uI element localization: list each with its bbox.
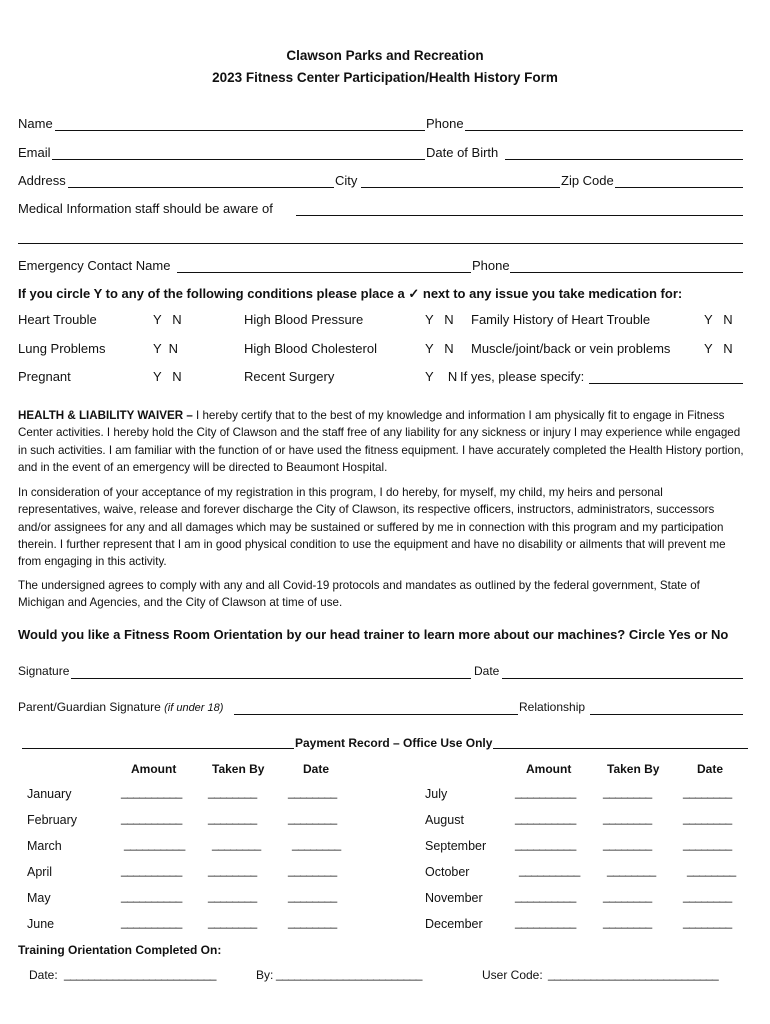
blank-taken-by[interactable]: ________ — [208, 811, 257, 825]
blank-taken-by[interactable]: ________ — [208, 863, 257, 877]
zip-field[interactable] — [615, 187, 743, 188]
training-heading: Training Orientation Completed On: — [18, 943, 222, 957]
medical-label: Medical Information staff should be aware of — [18, 201, 273, 216]
col-taken-by-left: Taken By — [212, 762, 265, 776]
blank-amount[interactable]: __________ — [515, 785, 576, 799]
month-december: December — [425, 917, 483, 931]
blank-amount[interactable]: __________ — [121, 915, 182, 929]
condition-muscle-joint: Muscle/joint/back or vein problems — [471, 341, 671, 356]
signature-date-field[interactable] — [502, 678, 743, 679]
blank-amount[interactable]: __________ — [515, 837, 576, 851]
waiver-text-1: I hereby certify that to the best of my knowledge and information I am physically fit to engage in Fitness Center activities. I hereby hold the City of Clawson and the staff free of any liability for any sickness or injury I may experience while engaged in such activities. I am familiar with the function of or have used the fitness equipment. I have accurately completed the Health History portion, and in the event of an emergency will be directed to Beaumont Hospital. — [18, 409, 744, 474]
emergency-contact-label: Emergency Contact Name — [18, 258, 171, 273]
blank-taken-by[interactable]: ________ — [603, 889, 652, 903]
blank-amount[interactable]: __________ — [121, 863, 182, 877]
blank-taken-by[interactable]: ________ — [603, 837, 652, 851]
emergency-phone-label: Phone — [472, 258, 510, 273]
checkmark-icon: ✓ — [408, 286, 420, 301]
training-usercode-field[interactable]: ____________________________ — [548, 967, 719, 981]
parent-signature-note: (if under 18) — [164, 702, 224, 714]
col-date-right: Date — [697, 762, 724, 776]
blank-taken-by[interactable]: ________ — [212, 837, 261, 851]
city-field[interactable] — [361, 187, 560, 188]
medical-field-line2[interactable] — [18, 243, 743, 244]
month-july: July — [425, 787, 448, 801]
training-date-label: Date: — [29, 968, 58, 982]
month-february: February — [27, 813, 78, 827]
training-by-field[interactable]: ________________________ — [276, 967, 422, 981]
parent-signature-label — [18, 700, 223, 714]
blank-date[interactable]: ________ — [683, 889, 732, 903]
yn-high-cholesterol[interactable]: Y N — [425, 341, 454, 356]
training-usercode-label: User Code: — [482, 968, 543, 982]
email-label: Email — [18, 145, 51, 160]
relationship-label: Relationship — [519, 700, 586, 714]
parent-signature-text: Parent/Guardian Signature — [18, 700, 161, 714]
blank-amount[interactable]: __________ — [515, 811, 576, 825]
dob-label: Date of Birth — [426, 145, 499, 160]
month-april: April — [27, 865, 53, 879]
condition-recent-surgery: Recent Surgery — [244, 369, 335, 384]
month-may: May — [27, 891, 51, 905]
email-field[interactable] — [52, 159, 425, 160]
signature-field[interactable] — [71, 678, 471, 679]
blank-taken-by[interactable]: ________ — [603, 785, 652, 799]
col-date-left: Date — [303, 762, 330, 776]
phone-field[interactable] — [465, 130, 743, 131]
col-taken-by-right: Taken By — [607, 762, 660, 776]
yn-recent-surgery[interactable]: Y N — [425, 369, 458, 384]
dob-field[interactable] — [505, 159, 743, 160]
zip-label: Zip Code — [561, 173, 614, 188]
condition-family-history: Family History of Heart Trouble — [471, 312, 651, 327]
month-august: August — [425, 813, 464, 827]
blank-taken-by[interactable]: ________ — [603, 915, 652, 929]
month-september: September — [425, 839, 487, 853]
blank-taken-by[interactable]: ________ — [208, 889, 257, 903]
col-amount-right: Amount — [526, 762, 572, 776]
emergency-contact-field[interactable] — [177, 272, 471, 273]
blank-date[interactable]: ________ — [288, 915, 337, 929]
form-title-line1: Clawson Parks and Recreation — [286, 48, 484, 63]
blank-amount[interactable]: __________ — [515, 915, 576, 929]
waiver-paragraph-2: In consideration of your acceptance of my registration in this program, I do hereby, for myself, my child, my heirs and personal representatives, waive, release and forever discharge the City of Clawson, its respective officers, instructors, administrators, successors and/or assignees for any and all damages which may be sustained or suffered by me in connection with this program and my participation therein. I further represent that I am in good physical condition to use the equipment and have no disability or ailments that will prevent me from engaging in this activity. — [18, 486, 726, 569]
month-january: January — [27, 787, 72, 801]
month-march: March — [27, 839, 62, 853]
condition-lung-problems: Lung Problems — [18, 341, 106, 356]
relationship-field[interactable] — [590, 714, 743, 715]
condition-pregnant: Pregnant — [18, 369, 71, 384]
blank-date[interactable]: ________ — [683, 811, 732, 825]
medical-field[interactable] — [296, 215, 743, 216]
conditions-heading-before: If you circle Y to any of the following conditions please place a — [18, 286, 405, 301]
signature-date-label: Date — [474, 664, 500, 678]
blank-date[interactable]: ________ — [288, 785, 337, 799]
parent-signature-field[interactable] — [234, 714, 518, 715]
conditions-heading — [18, 286, 682, 302]
phone-label: Phone — [426, 116, 464, 131]
month-october: October — [425, 865, 470, 879]
month-june: June — [27, 917, 55, 931]
yn-high-blood-pressure[interactable]: Y N — [425, 312, 454, 327]
yn-heart-trouble[interactable]: Y N — [153, 312, 182, 327]
blank-taken-by[interactable]: ________ — [603, 811, 652, 825]
conditions-heading-after: next to any issue you take medication for: — [422, 286, 683, 301]
blank-date[interactable]: ________ — [683, 785, 732, 799]
blank-date[interactable]: ________ — [292, 837, 341, 851]
emergency-phone-field[interactable] — [510, 272, 743, 273]
city-label: City — [335, 173, 358, 188]
blank-taken-by[interactable]: ________ — [607, 863, 656, 877]
blank-date[interactable]: ________ — [683, 915, 732, 929]
orientation-question: Would you like a Fitness Room Orientation by our head trainer to learn more about our machines? Circle Yes or No — [18, 627, 729, 642]
blank-date[interactable]: ________ — [687, 863, 736, 877]
condition-high-blood-pressure: High Blood Pressure — [244, 312, 364, 327]
form-title-line2: 2023 Fitness Center Participation/Health History Form — [212, 70, 558, 85]
blank-date[interactable]: ________ — [288, 863, 337, 877]
blank-amount[interactable]: __________ — [121, 811, 182, 825]
blank-date[interactable]: ________ — [288, 889, 337, 903]
blank-amount[interactable]: __________ — [515, 889, 576, 903]
blank-amount[interactable]: __________ — [121, 889, 182, 903]
month-november: November — [425, 891, 483, 905]
training-by-label: By: — [256, 968, 274, 982]
blank-amount[interactable]: __________ — [519, 863, 580, 877]
waiver-heading: HEALTH & LIABILITY WAIVER – — [18, 409, 193, 422]
address-label: Address — [18, 173, 66, 188]
blank-amount[interactable]: __________ — [124, 837, 185, 851]
address-field[interactable] — [68, 187, 334, 188]
yn-lung-problems[interactable]: Y N — [153, 341, 179, 356]
col-amount-left: Amount — [131, 762, 177, 776]
blank-taken-by[interactable]: ________ — [208, 915, 257, 929]
condition-heart-trouble: Heart Trouble — [18, 312, 97, 327]
if-yes-specify-field[interactable] — [589, 383, 743, 384]
blank-date[interactable]: ________ — [288, 811, 337, 825]
waiver-paragraph-1 — [18, 407, 746, 476]
blank-amount[interactable]: __________ — [121, 785, 182, 799]
condition-high-cholesterol: High Blood Cholesterol — [244, 341, 377, 356]
payment-record-title: Payment Record – Office Use Only — [295, 736, 493, 750]
yn-pregnant[interactable]: Y N — [153, 369, 182, 384]
name-field[interactable] — [55, 130, 425, 131]
signature-label: Signature — [18, 664, 70, 678]
training-date-field[interactable]: _________________________ — [64, 967, 216, 981]
if-yes-specify-label: If yes, please specify: — [460, 369, 585, 384]
blank-date[interactable]: ________ — [683, 837, 732, 851]
yn-family-history[interactable]: Y N — [704, 312, 733, 327]
yn-muscle-joint[interactable]: Y N — [704, 341, 733, 356]
blank-taken-by[interactable]: ________ — [208, 785, 257, 799]
name-label: Name — [18, 116, 53, 131]
waiver-paragraph-3: The undersigned agrees to comply with any and all Covid-19 protocols and mandates as outlined by the federal government, State of Michigan and Agencies, and the City of Clawson at time of use. — [18, 579, 700, 610]
